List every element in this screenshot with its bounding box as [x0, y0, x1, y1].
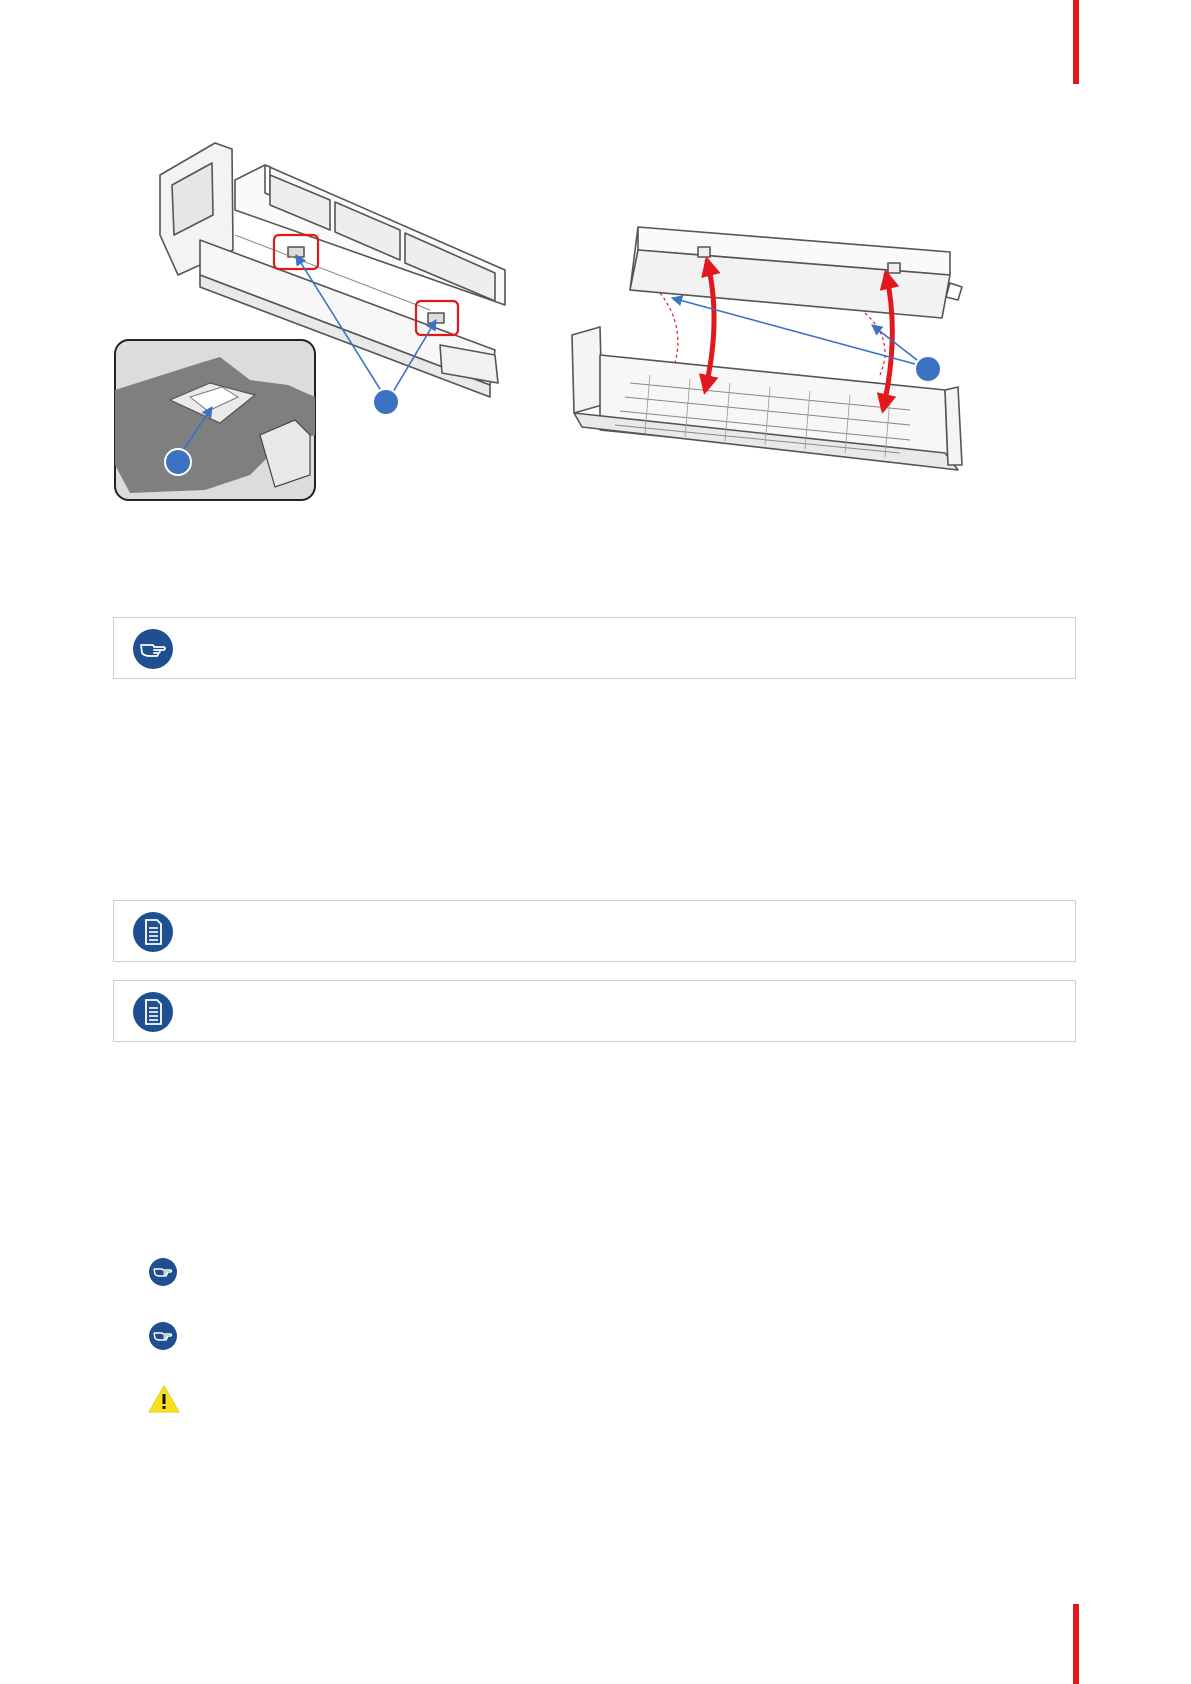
document-note-icon — [132, 911, 174, 953]
bottom-right-accent-bar — [1073, 1604, 1079, 1684]
top-right-accent-bar — [1073, 0, 1079, 84]
info-note-box-2 — [113, 980, 1076, 1042]
pointing-hand-icon — [132, 628, 174, 670]
document-note-icon — [132, 991, 174, 1033]
pointing-hand-icon — [148, 1257, 178, 1287]
tip-note-box — [113, 617, 1076, 679]
filter-cover-drawing — [630, 227, 962, 318]
zoom-inset — [115, 340, 315, 500]
callout-marker-zoom — [165, 449, 191, 475]
info-note-box-1 — [113, 900, 1076, 962]
pointing-hand-icon — [148, 1321, 178, 1351]
callout-marker-left — [373, 389, 399, 415]
filter-replacement-illustration — [110, 135, 1030, 510]
filter-tray-drawing — [572, 327, 962, 470]
warning-triangle-icon — [146, 1384, 182, 1414]
callout-marker-right — [915, 356, 941, 382]
